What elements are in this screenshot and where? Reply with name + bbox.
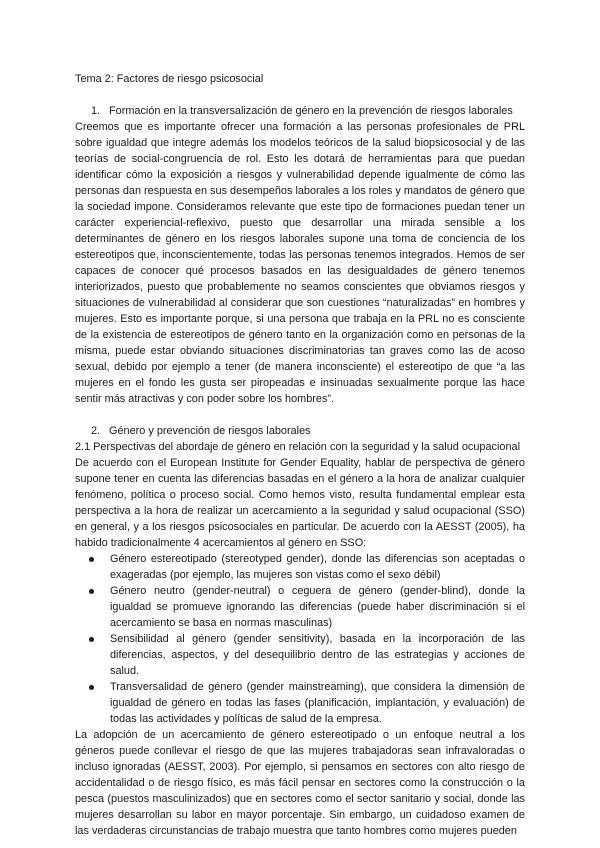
list-item: Sensibilidad al género (gender sensitivity), basada en la incorporación de las diferencias, aspectos, y del desequilibrio dentro de las estrategias y acciones de salud. xyxy=(75,631,525,679)
section-2-closing-paragraph: La adopción de un acercamiento de género estereotipado o un enfoque neutral a los géneros puede conllevar el riesgo de que las mujeres trabajadoras sean infravaloradas o incluso ignoradas (AESST, 2003). Por ejemplo, si pensamos en sectores con alto riesgo de accidentalidad o de riesgo físico, es más fácil pensar en sectores como la construcción o la pesca (puestos masculinizados) que en sectores como el sector sanitario y social, donde las mujeres desarrollan su labor en mayor porcentaje. Sin embargo, un cuidadoso examen de las verdaderas circunstancias de trabajo muestra que tanto hombres como mujeres pueden xyxy=(75,729,525,837)
section-1-heading xyxy=(75,103,525,119)
list-item: Género estereotipado (stereotyped gender), donde las diferencias son aceptadas o exageradas (por ejemplo, las mujeres son vistas como el sexo débil) xyxy=(75,551,525,583)
section-1-number: 1. xyxy=(91,105,101,117)
section-2-heading xyxy=(75,423,525,439)
section-2-number: 2. xyxy=(91,425,101,437)
list-item: Género neutro (gender-neutral) o ceguera de género (gender-blind), donde la igualdad se promueve ignorando las diferencias (puede haber discriminación si el acercamiento se basa en normas masculinas) xyxy=(75,583,525,631)
section-1-paragraph: Creemos que es importante ofrecer una formación a las personas profesionales de PRL sobre igualdad que integre además los modelos teóricos de la salud biopsicosocial y de las teorías de social-congruencia de rol. Esto les dotará de herramientas para que puedan identificar cómo la exposición a riesgos y vulnerabilidad depende igualmente de cómo las personas dan respuesta en sus desempeños laborales a los roles y mandatos de género que la sociedad impone. Consideramos relevante que este tipo de formaciones puedan tener un carácter experiencial-reflexivo, puesto que desarrollar una mirada sensible a los determinantes de género en los riesgos laborales supone una toma de conciencia de los estereotipos que, inconscientemente, todas las personas tenemos integrados. Hemos de ser capaces de conocer qué procesos basados en las desigualdades de género tenemos interiorizados, puesto que probablemente no seamos conscientes que obviamos riesgos y situaciones de vulnerabilidad al considerar que son cuestiones “naturalizadas” en hombres y mujeres. Esto es importante porque, si una persona que trabaja en la PRL no es consciente de la existencia de estereotipos de género tanto en la organización como en personas de la misma, puede estar obviando situaciones discriminatorias tan graves como las de acoso sexual, debido por ejemplo a tener (de manera inconsciente) el estereotipo de que “a las mujeres en el fondo les gusta ser piropeadas e insinuadas sexualmente porque las hace sentir más atractivas y con poder sobre los hombres”. xyxy=(75,121,525,405)
list-item: Transversalidad de género (gender mainstreaming), que considera la dimensión de igualdad de género en todas las fases (planificación, implantación, y evaluación) de todas las actividades y políticas de salud de la empresa. xyxy=(75,679,525,727)
approaches-list xyxy=(75,551,525,727)
section-2-heading-text: Género y prevención de riesgos laborales xyxy=(109,425,311,437)
section-spacer xyxy=(75,407,525,423)
section-1-heading-text: Formación en la transversalización de género en la prevención de riesgos laborales xyxy=(109,105,513,117)
section-2-paragraph: De acuerdo con el European Institute for Gender Equality, hablar de perspectiva de género supone tener en cuenta las diferencias basadas en el género a la hora de analizar cualquier fenómeno, política o proceso social. Como hemos visto, resulta fundamental emplear esta perspectiva a la hora de realizar un acercamiento a la seguridad y salud ocupacional (SSO) en general, y a los riesgos psicosociales en particular. De acuerdo con la AESST (2005), ha habido tradicionalmente 4 acercamientos al género en SSO: xyxy=(75,457,525,549)
section-2-subheading: 2.1 Perspectivas del abordaje de género en relación con la seguridad y la salud ocupacional xyxy=(75,441,520,453)
document-title: Tema 2: Factores de riesgo psicosocial xyxy=(75,73,264,85)
